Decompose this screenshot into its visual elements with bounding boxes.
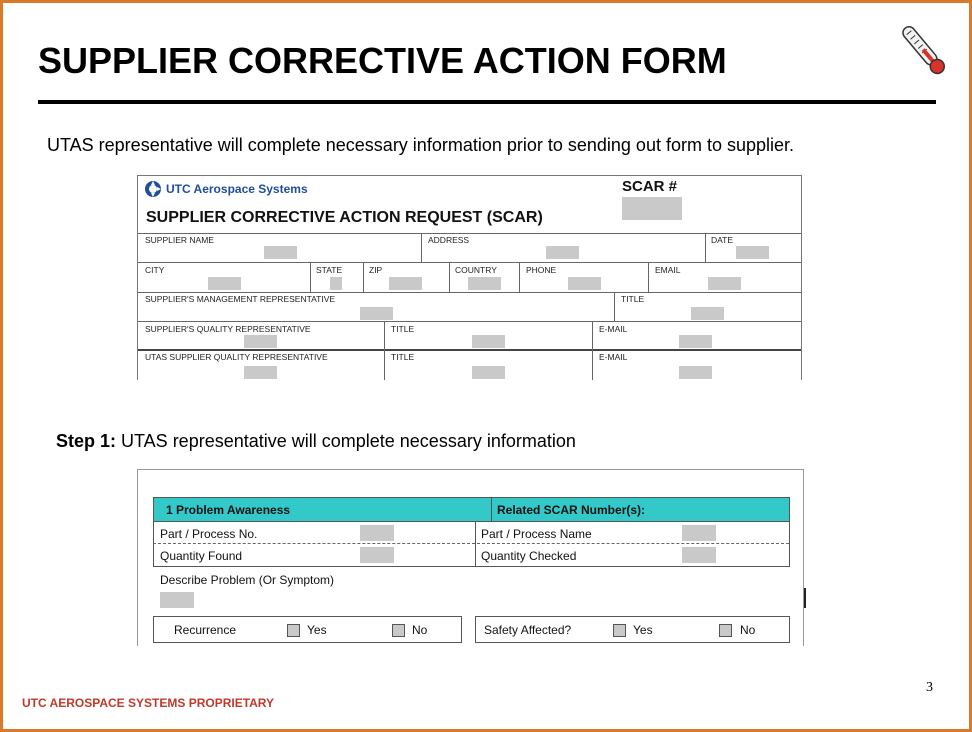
date-label: DATE: [711, 235, 734, 245]
row-divider: [138, 349, 801, 351]
describe-problem-label: Describe Problem (Or Symptom): [160, 573, 335, 587]
date-field: [736, 246, 769, 259]
mgmt-rep-label: SUPPLIER'S MANAGEMENT REPRESENTATIVE: [145, 294, 336, 304]
email-field: [708, 277, 741, 290]
title-label: TITLE: [391, 352, 415, 362]
zip-label: ZIP: [369, 265, 383, 275]
step1-text: [56, 431, 576, 452]
email-field: [679, 335, 712, 348]
scar-form-image: [137, 175, 802, 380]
col-divider: [363, 262, 364, 292]
col-divider: [475, 521, 476, 567]
thermometer-icon: [888, 20, 958, 82]
part-name-label: Part / Process Name: [481, 527, 592, 541]
footer-proprietary: UTC AEROSPACE SYSTEMS PROPRIETARY: [22, 696, 275, 710]
country-field: [468, 277, 501, 290]
company-logo: [144, 180, 308, 198]
quality-rep-field: [244, 335, 277, 348]
col-divider: [705, 233, 706, 262]
zip-field: [389, 277, 422, 290]
slide-title: SUPPLIER CORRECTIVE ACTION FORM: [38, 40, 727, 81]
utc-logo-icon: [144, 180, 162, 198]
company-name: UTC Aerospace Systems: [166, 182, 308, 196]
col-divider: [648, 262, 649, 292]
problem-awareness-image: [137, 469, 804, 646]
page-number: 3: [926, 680, 933, 695]
safety-no-checkbox[interactable]: [719, 624, 732, 637]
address-field: [546, 246, 579, 259]
utas-rep-field: [244, 366, 277, 379]
related-scar-label: Related SCAR Number(s):: [497, 503, 646, 517]
utas-rep-label: UTAS SUPPLIER QUALITY REPRESENTATIVE: [145, 352, 328, 362]
recurrence-no-label: No: [412, 623, 428, 637]
safety-yes-checkbox[interactable]: [613, 624, 626, 637]
state-label: STATE: [316, 265, 343, 275]
col-divider: [421, 233, 422, 262]
title-field: [472, 335, 505, 348]
email-label: EMAIL: [655, 265, 681, 275]
intro-text: UTAS representative will complete necessary information prior to sending out form to supplier.: [47, 135, 795, 155]
col-divider: [592, 321, 593, 380]
title-divider: [38, 100, 936, 104]
problem-awareness-header: [153, 497, 790, 522]
qty-checked-label: Quantity Checked: [481, 549, 577, 563]
row-divider: [138, 321, 801, 322]
title-label: TITLE: [391, 324, 415, 334]
supplier-name-field: [264, 246, 297, 259]
supplier-name-label: SUPPLIER NAME: [145, 235, 214, 245]
step1-label: Step 1:: [56, 431, 117, 451]
row-divider: [153, 543, 789, 544]
recurrence-yes-label: Yes: [307, 623, 327, 637]
edge-mark: [804, 588, 806, 608]
phone-field: [568, 277, 601, 290]
scar-number-label: SCAR #: [622, 178, 678, 195]
part-no-label: Part / Process No.: [160, 527, 258, 541]
qty-checked-field: [682, 547, 716, 563]
recurrence-label: Recurrence: [174, 623, 237, 637]
city-label: CITY: [145, 265, 165, 275]
recurrence-no-checkbox[interactable]: [392, 624, 405, 637]
qty-found-field: [360, 547, 394, 563]
qty-found-label: Quantity Found: [160, 549, 243, 563]
row-divider: [138, 262, 801, 263]
col-divider: [519, 262, 520, 292]
phone-label: PHONE: [526, 265, 557, 275]
state-field: [330, 277, 342, 290]
row-divider: [138, 233, 801, 234]
safety-no-label: No: [740, 623, 756, 637]
address-label: ADDRESS: [428, 235, 470, 245]
col-divider: [614, 292, 615, 321]
recurrence-yes-checkbox[interactable]: [287, 624, 300, 637]
part-no-field: [360, 525, 394, 541]
step1-description: UTAS representative will complete necessary information: [116, 431, 576, 451]
scar-number-field: [622, 197, 682, 220]
city-field: [208, 277, 241, 290]
mgmt-rep-field: [360, 307, 393, 320]
email-label: E-MAIL: [599, 324, 628, 334]
col-divider: [449, 262, 450, 292]
country-label: COUNTRY: [455, 265, 497, 275]
header-divider: [491, 498, 492, 521]
row-divider: [138, 292, 801, 293]
col-divider: [310, 262, 311, 292]
title-field: [472, 366, 505, 379]
section-title: 1 Problem Awareness: [166, 503, 291, 517]
safety-yes-label: Yes: [633, 623, 653, 637]
title-label: TITLE: [621, 294, 645, 304]
title-field: [691, 307, 724, 320]
part-name-field: [682, 525, 716, 541]
scar-title: SUPPLIER CORRECTIVE ACTION REQUEST (SCAR): [146, 209, 543, 226]
quality-rep-label: SUPPLIER'S QUALITY REPRESENTATIVE: [145, 324, 311, 334]
describe-problem-field: [160, 592, 194, 608]
col-divider: [384, 321, 385, 380]
safety-label: Safety Affected?: [484, 623, 572, 637]
email-label: E-MAIL: [599, 352, 628, 362]
email-field: [679, 366, 712, 379]
